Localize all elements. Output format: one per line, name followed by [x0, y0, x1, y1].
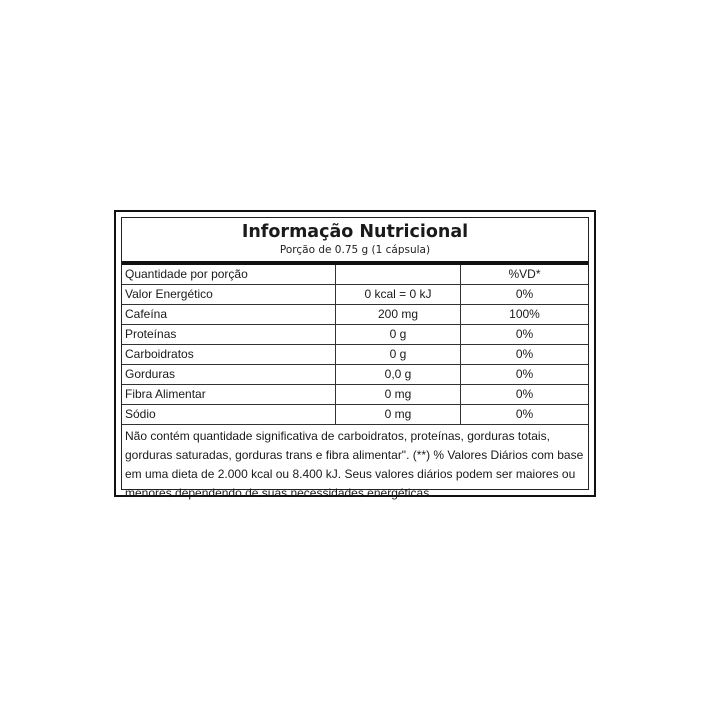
nutrient-name: Gorduras [122, 365, 336, 385]
table-row [122, 345, 588, 365]
nutrition-facts-label [114, 210, 596, 500]
nutrient-dv: 0% [461, 385, 589, 405]
table-header-row [122, 265, 588, 285]
column-header-amount [336, 265, 461, 285]
nutrient-name: Cafeína [122, 305, 336, 325]
table-row [122, 365, 588, 385]
label-header [122, 218, 588, 265]
nutrient-dv: 0% [461, 345, 589, 365]
nutrient-dv: 100% [461, 305, 589, 325]
nutrient-name: Sódio [122, 405, 336, 425]
nutrient-amount: 0 mg [336, 385, 461, 405]
label-title: Informação Nutricional [241, 222, 469, 242]
nutrient-amount: 0 g [336, 345, 461, 365]
nutrient-amount: 0 g [336, 325, 461, 345]
nutrient-name: Valor Energético [122, 285, 336, 305]
nutrient-dv: 0% [461, 405, 589, 425]
table-row [122, 305, 588, 325]
nutrient-dv: 0% [461, 285, 589, 305]
column-header-nutrient: Quantidade por porção [122, 265, 336, 285]
nutrient-amount: 200 mg [336, 305, 461, 325]
nutrient-dv: 0% [461, 365, 589, 385]
nutrition-facts-inner-frame [121, 217, 589, 500]
table-row [122, 405, 588, 425]
column-header-dv: %VD* [461, 265, 589, 285]
nutrient-amount: 0 kcal = 0 kJ [336, 285, 461, 305]
nutrient-amount: 0,0 g [336, 365, 461, 385]
nutrient-name: Carboidratos [122, 345, 336, 365]
nutrient-amount: 0 mg [336, 405, 461, 425]
nutrition-table [122, 265, 588, 425]
label-footnote: Não contém quantidade significativa de carboidratos, proteínas, gorduras totais, gorduras saturadas, gorduras trans e fibra alimentar". (**) % Valores Diários com base em uma dieta de 2.000 kcal ou 8.400 kJ. Seus valores diários podem ser maiores ou menores dependendo de suas necessidades energéticas. [125, 429, 584, 500]
table-row [122, 385, 588, 405]
table-row [122, 325, 588, 345]
nutrient-dv: 0% [461, 325, 589, 345]
nutrient-name: Proteínas [122, 325, 336, 345]
nutrient-name: Fibra Alimentar [122, 385, 336, 405]
serving-size: Porção de 0.75 g (1 cápsula) [279, 244, 431, 256]
table-row [122, 285, 588, 305]
